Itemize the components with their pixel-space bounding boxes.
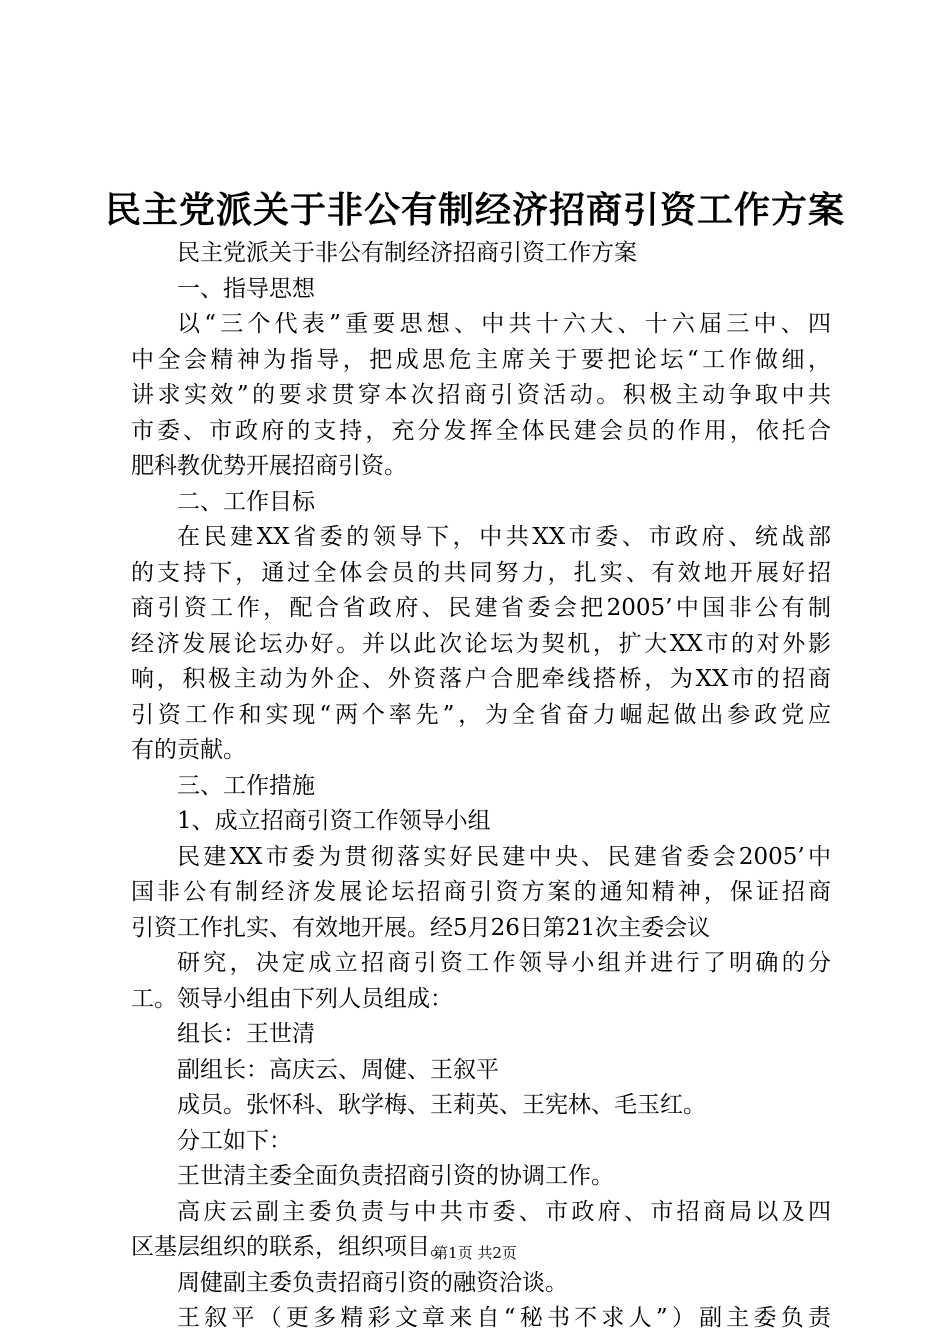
body-line: 王叙平（更多精彩文章来自“秘书不求人”）副主委负责 — [177, 1305, 831, 1331]
body-line: 响，积极主动为外企、外资落户合肥牵线搭桥，为XX市的招商 — [131, 666, 831, 692]
body-line: 工。领导小组由下列人员组成： — [131, 985, 453, 1012]
document-body — [131, 236, 831, 1337]
body-line: 国非公有制经济发展论坛招商引资方案的通知精神，保证招商 — [131, 879, 831, 905]
body-line: 以“三个代表”重要思想、中共十六大、十六届三中、四 — [177, 311, 831, 337]
document-title: 民主党派关于非公有制经济招商引资工作方案 — [104, 189, 845, 231]
body-line: 周健副主委负责招商引资的融资洽谈。 — [177, 1269, 568, 1296]
body-line: 市委、市政府的支持，充分发挥全体民建会员的作用，依托合 — [131, 417, 831, 444]
page-footer: 第1页 共2页 — [433, 1244, 517, 1262]
body-line: 在民建XX省委的领导下，中共XX市委、市政府、统战部 — [177, 524, 831, 550]
body-line: 三、工作措施 — [177, 772, 315, 799]
body-line: 高庆云副主委负责与中共市委、市政府、市招商局以及四 — [177, 1198, 831, 1225]
body-line: 王世清主委全面负责招商引资的协调工作。 — [177, 1163, 614, 1189]
body-line: 肥科教优势开展招商引资。 — [131, 453, 407, 479]
body-line: 副组长：高庆云、周健、王叙平 — [177, 1056, 499, 1083]
body-line: 民主党派关于非公有制经济招商引资工作方案 — [177, 240, 637, 266]
body-line: 组长：王世清 — [177, 1021, 315, 1047]
body-line: 成员。张怀科、耿学梅、王莉英、王宪林、毛玉红。 — [177, 1092, 706, 1118]
body-line: 一、指导思想 — [177, 275, 315, 302]
body-line: 引资工作扎实、有效地开展。经5月26日第21次主委会议 — [131, 914, 711, 941]
body-line: 讲求实效”的要求贯穿本次招商引资活动。积极主动争取中共 — [131, 382, 831, 408]
body-line: 有的贡献。 — [131, 737, 246, 763]
body-line: 区基层组织的联系，组织项目。 — [131, 1234, 453, 1260]
body-line: 引资工作和实现“两个率先”，为全省奋力崛起做出参政党应 — [131, 701, 831, 728]
body-line: 经济发展论坛办好。并以此次论坛为契机，扩大XX市的对外影 — [131, 630, 831, 657]
body-line: 1、成立招商引资工作领导小组 — [177, 808, 491, 834]
body-line: 分工如下： — [177, 1127, 292, 1154]
body-line: 民建XX市委为贯彻落实好民建中央、民建省委会2005’中 — [177, 843, 831, 870]
body-line: 中全会精神为指导，把成思危主席关于要把论坛“工作做细， — [131, 346, 831, 373]
body-line: 二、工作目标 — [177, 488, 315, 515]
body-line: 研究，决定成立招商引资工作领导小组并进行了明确的分 — [177, 950, 831, 976]
body-line: 商引资工作，配合省政府、民建省委会把2005’中国非公有制 — [131, 595, 831, 621]
body-line: 的支持下，通过全体会员的共同努力，扎实、有效地开展好招 — [131, 559, 831, 586]
